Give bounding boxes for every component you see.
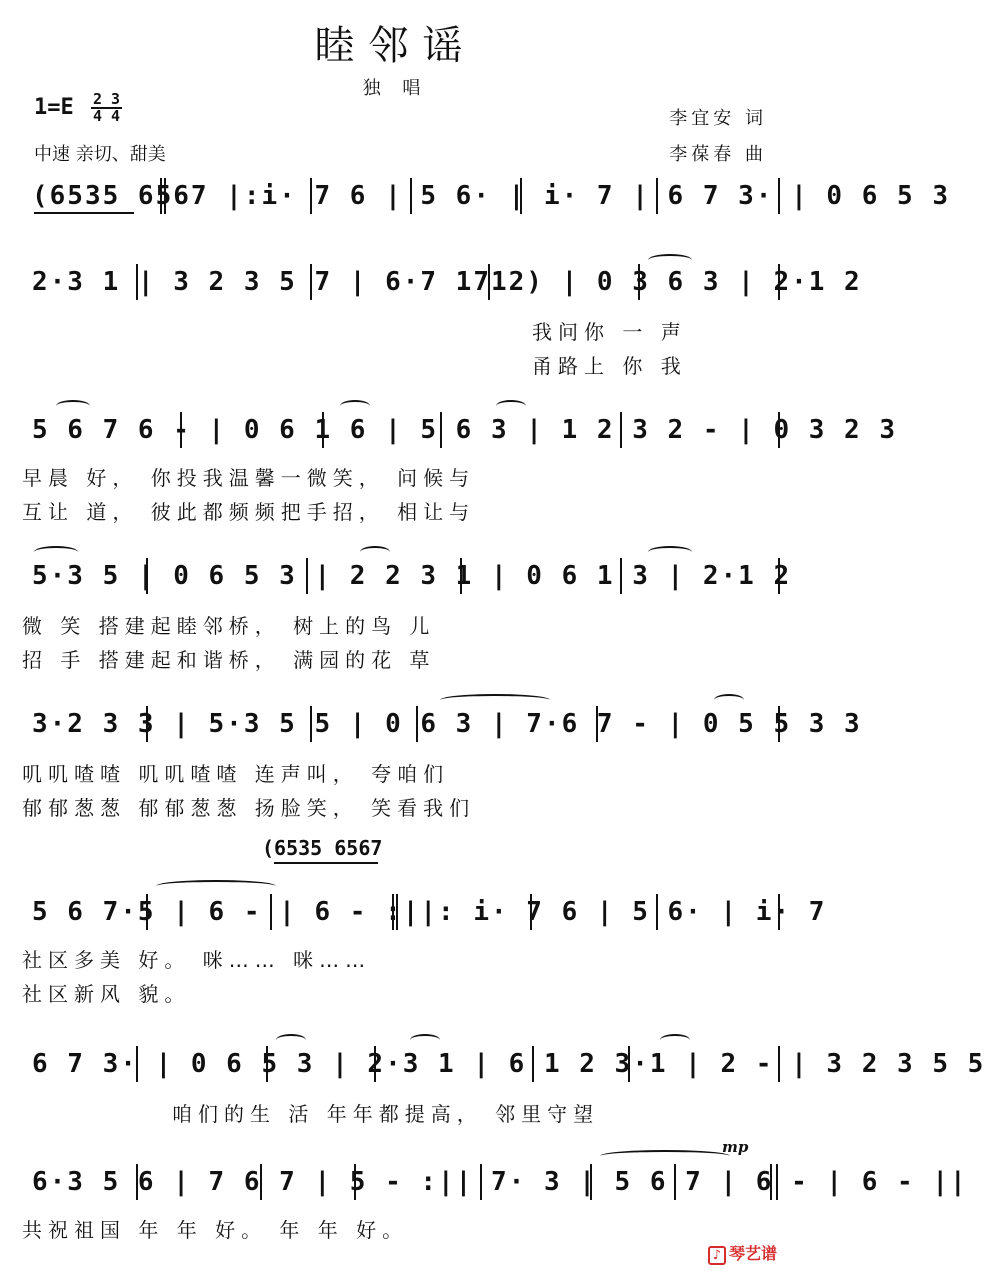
slur-mark	[648, 254, 692, 266]
watermark-logo	[708, 1241, 777, 1265]
lyric-verse-1: 社区多美 好。 咪…… 咪……	[22, 948, 372, 972]
slur-mark	[600, 1150, 730, 1162]
lyric-verse-2: 郁郁葱葱 郁郁葱葱 扬脸笑， 笑看我们	[22, 796, 476, 820]
performance-type: 独 唱	[362, 78, 429, 99]
slur-mark	[360, 546, 390, 558]
staff-6	[20, 892, 827, 932]
staff-1	[20, 176, 950, 216]
watermark-text: 琴艺谱	[728, 1244, 777, 1263]
dynamic-marking: mp	[722, 1138, 749, 1156]
staff-2	[20, 262, 862, 302]
composer-credit: 李葆春 曲	[669, 144, 767, 165]
slur-mark	[648, 546, 692, 558]
slur-mark	[496, 400, 526, 412]
key-label: 1=E	[34, 95, 74, 120]
slur-mark	[34, 546, 78, 558]
time-signature	[91, 92, 122, 124]
staff-3	[20, 410, 898, 450]
staff-notes: 5 6 7·5 | 6 - | 6 - :||: i· 7 6 | 5 6· | i· 7	[32, 897, 827, 927]
lyric-verse-1: 早晨 好， 你投我温馨一微笑， 问候与	[22, 466, 476, 490]
logo-icon: ♪	[708, 1246, 726, 1265]
slur-mark	[56, 400, 90, 412]
staff-7	[20, 1044, 985, 1084]
key-signature	[34, 92, 122, 124]
staff-5	[20, 704, 862, 744]
slur-mark	[660, 1034, 690, 1046]
lyric-verse-2: 社区新风 貌。	[22, 982, 191, 1006]
lyric-verse-1: 我问你 一 声	[532, 320, 687, 344]
tempo-marking: 中速 亲切、甜美	[34, 144, 166, 165]
lyric-verse-1: 咱们的生 活 年年都提高， 邻里守望	[172, 1102, 600, 1126]
staff-notes: 5·3 5 | 0 6 5 3 | 2 2 3 1 | 0 6 1 3 | 2·1 2	[32, 561, 792, 591]
staff-notes: 6·3 5 6 | 7 6 7 | 5 - :|| 7· 3 | 5 6 7 | 6 - | 6 - ||	[32, 1167, 968, 1197]
staff-notes: 5 6 7 6 - | 0 6 1 6 | 5 6 3 | 1 2 3 2 - | 0 3 2 3	[32, 415, 898, 445]
time-top: 2 3	[93, 90, 121, 108]
staff-8	[20, 1162, 968, 1202]
staff-notes: (6535 6567 |:i· 7 6 | 5 6· | i· 7 | 6 7 3· | 0 6 5 3	[32, 181, 950, 211]
slur-mark	[340, 400, 370, 412]
staff-4	[20, 556, 792, 596]
lyric-verse-1: 微 笑 搭建起睦邻桥， 树上的鸟 儿	[22, 614, 436, 638]
slur-mark	[156, 880, 276, 892]
lyric-verse-1: 共祝祖国 年 年 好。 年 年 好。	[22, 1218, 409, 1242]
beam-line	[34, 212, 134, 214]
staff-notes: 2·3 1 | 3 2 3 5 7 | 6·7 1712) | 0 3 6 3 | 2·1 2	[32, 267, 862, 297]
lyric-verse-1: 叽叽喳喳 叽叽喳喳 连声叫， 夸咱们	[22, 762, 450, 786]
staff-notes: 3·2 3 3 | 5·3 5 5 | 0 6 3 | 7·6 7 - | 0 5 5 3 3	[32, 709, 862, 739]
lyricist-credit: 李宜安 词	[669, 108, 767, 129]
lyric-verse-2: 互让 道， 彼此都频频把手招， 相让与	[22, 500, 476, 524]
slur-mark	[410, 1034, 440, 1046]
song-title: 睦邻谣	[314, 23, 477, 69]
lyric-verse-2: 甬路上 你 我	[532, 354, 687, 378]
slur-mark	[714, 694, 744, 706]
slur-mark	[276, 1034, 306, 1046]
intro-repeat-notation: (6535 6567	[262, 836, 383, 860]
slur-mark	[440, 694, 550, 706]
time-bottom: 4 4	[93, 107, 121, 125]
beam-line	[274, 862, 378, 864]
lyric-verse-2: 招 手 搭建起和谐桥， 满园的花 草	[22, 648, 436, 672]
staff-notes: 6 7 3· | 0 6 5 3 | 2·3 1 | 6 1 2 3·1 | 2 - | 3 2 3 5 5	[32, 1049, 985, 1079]
